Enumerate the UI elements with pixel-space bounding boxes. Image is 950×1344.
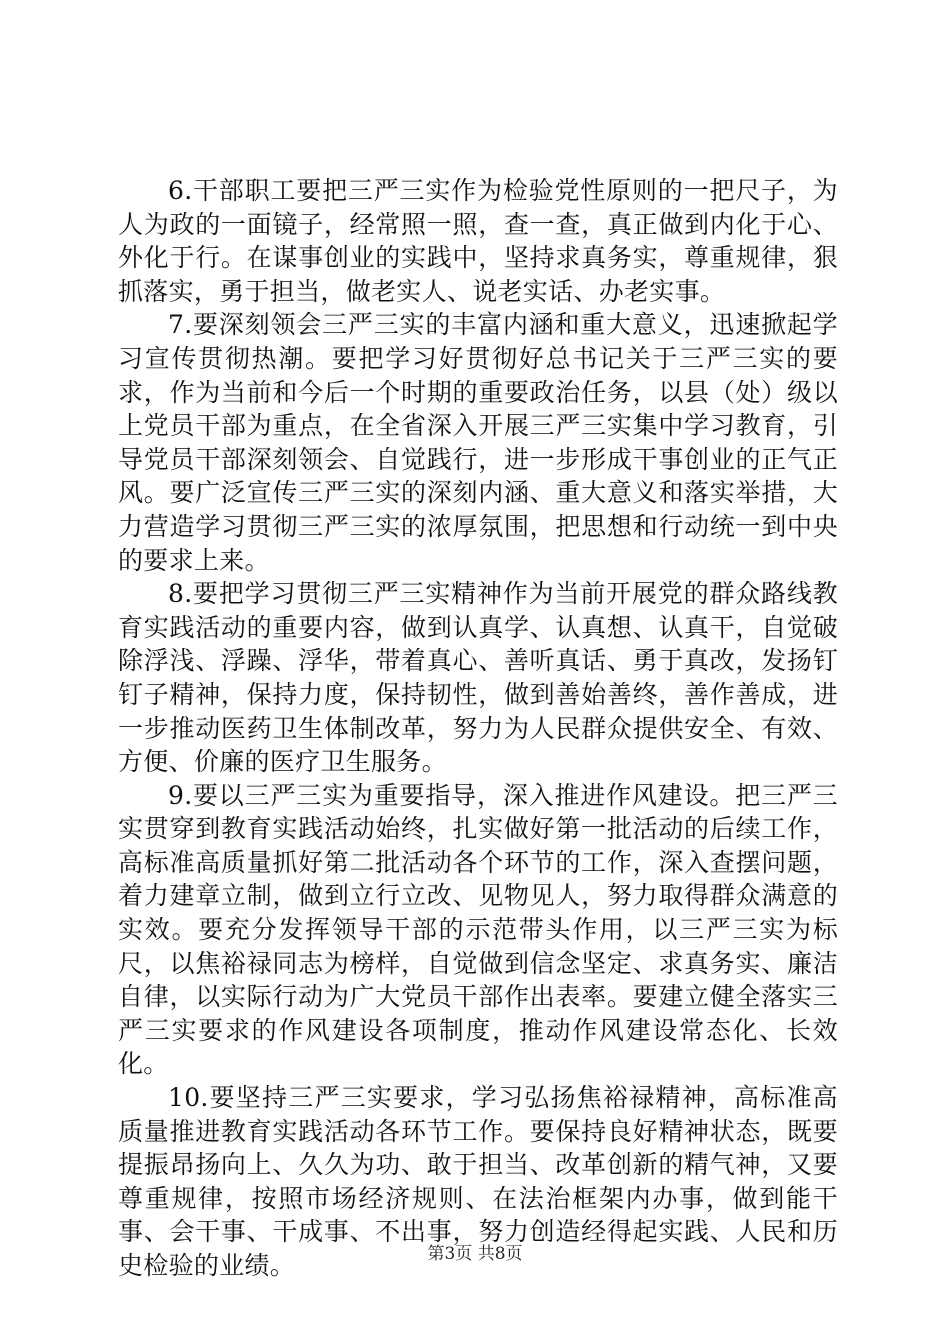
paragraph-6: 6.干部职工要把三严三实作为检验党性原则的一把尺子，为人为政的一面镜子，经常照一照，查一查，真正做到内化于心、外化于行。在谋事创业的实践中，坚持求真务实，尊重规律，狠抓落实，勇于担当，做老实人、说老实话、办老实事。: [118, 176, 838, 306]
document-body: [118, 174, 838, 1283]
paragraph-9: 9.要以三严三实为重要指导，深入推进作风建设。把三严三实贯穿到教育实践活动始终，扎实做好第一批活动的后续工作，高标准高质量抓好第二批活动各个环节的工作，深入查摆问题，着力建章立制，做到立行立改、见物见人，努力取得群众满意的实效。要充分发挥领导干部的示范带头作用，以三严三实为标尺，以焦裕禄同志为榜样，自觉做到信念坚定、求真务实、廉洁自律，以实际行动为广大党员干部作出表率。要建立健全落实三严三实要求的作风建设各项制度，推动作风建设常态化、长效化。: [118, 780, 838, 1079]
paragraph-7: 7.要深刻领会三严三实的丰富内涵和重大意义，迅速掀起学习宣传贯彻热潮。要把学习好贯彻好总书记关于三严三实的要求，作为当前和今后一个时期的重要政治任务，以县（处）级以上党员干部为重点，在全省深入开展三严三实集中学习教育，引导党员干部深刻领会、自觉践行，进一步形成干事创业的正气正风。要广泛宣传三严三实的深刻内涵、重大意义和落实举措，大力营造学习贯彻三严三实的浓厚氛围，把思想和行动统一到中央的要求上来。: [118, 310, 838, 575]
page-number-footer: 第3页 共8页: [427, 1244, 523, 1264]
paragraph-8: 8.要把学习贯彻三严三实精神作为当前开展党的群众路线教育实践活动的重要内容，做到认真学、认真想、认真干，自觉破除浮浅、浮躁、浮华，带着真心、善听真话、勇于真改，发扬钉钉子精神，保持力度，保持韧性，做到善始善终，善作善成，进一步推动医药卫生体制改革，努力为人民群众提供安全、有效、方便、价廉的医疗卫生服务。: [118, 579, 838, 777]
paragraph-10: 10.要坚持三严三实要求，学习弘扬焦裕禄精神，高标准高质量推进教育实践活动各环节工作。要保持良好精神状态，既要提振昂扬向上、久久为功、敢于担当、改革创新的精气神，又要尊重规律，按照市场经济规则、在法治框架内办事，做到能干事、会干事、干成事、不出事，努力创造经得起实践、人民和历史检验的业绩。: [118, 1083, 838, 1280]
